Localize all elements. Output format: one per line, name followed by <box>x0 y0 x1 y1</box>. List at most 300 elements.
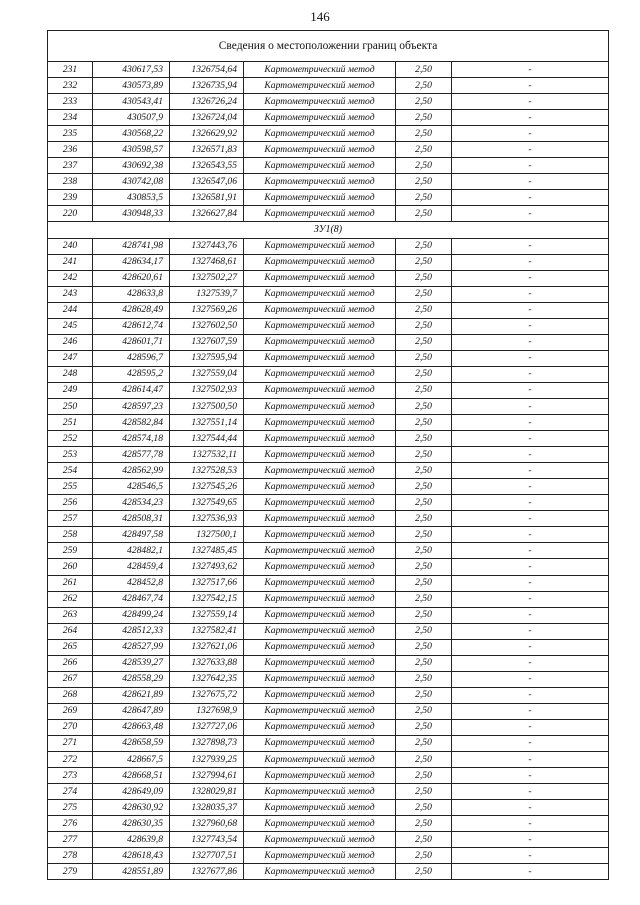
method-cell: Картометрический метод <box>244 190 396 206</box>
x-coordinate-cell: 428512,33 <box>93 623 170 639</box>
accuracy-cell: 2,50 <box>396 110 452 126</box>
x-coordinate-cell: 428649,09 <box>93 784 170 800</box>
method-cell: Картометрический метод <box>244 366 396 382</box>
accuracy-cell: 2,50 <box>396 655 452 671</box>
x-coordinate-cell: 428534,23 <box>93 495 170 511</box>
description-cell: - <box>452 800 609 816</box>
description-cell: - <box>452 479 609 495</box>
method-cell: Картометрический метод <box>244 655 396 671</box>
point-number-cell: 272 <box>48 752 93 768</box>
method-cell: Картометрический метод <box>244 832 396 848</box>
method-cell: Картометрический метод <box>244 94 396 110</box>
method-cell: Картометрический метод <box>244 671 396 687</box>
method-cell: Картометрический метод <box>244 687 396 703</box>
table-row <box>48 398 609 414</box>
point-number-cell: 273 <box>48 768 93 784</box>
point-number-cell: 267 <box>48 671 93 687</box>
y-coordinate-cell: 1327559,14 <box>170 607 244 623</box>
description-cell: - <box>452 591 609 607</box>
y-coordinate-cell: 1326724,04 <box>170 110 244 126</box>
description-cell: - <box>452 832 609 848</box>
table-row <box>48 655 609 671</box>
table-row <box>48 703 609 719</box>
table-row <box>48 126 609 142</box>
table-row <box>48 719 609 735</box>
accuracy-cell: 2,50 <box>396 158 452 174</box>
method-cell: Картометрический метод <box>244 575 396 591</box>
x-coordinate-cell: 428658,59 <box>93 735 170 751</box>
method-cell: Картометрический метод <box>244 142 396 158</box>
method-cell: Картометрический метод <box>244 784 396 800</box>
table-row <box>48 190 609 206</box>
description-cell: - <box>452 318 609 334</box>
accuracy-cell: 2,50 <box>396 735 452 751</box>
table-title-row <box>48 31 609 62</box>
y-coordinate-cell: 1327607,59 <box>170 334 244 350</box>
y-coordinate-cell: 1327559,04 <box>170 366 244 382</box>
accuracy-cell: 2,50 <box>396 142 452 158</box>
point-number-cell: 248 <box>48 366 93 382</box>
table-row <box>48 591 609 607</box>
description-cell: - <box>452 655 609 671</box>
x-coordinate-cell: 428639,8 <box>93 832 170 848</box>
x-coordinate-cell: 430507,9 <box>93 110 170 126</box>
y-coordinate-cell: 1327898,73 <box>170 735 244 751</box>
x-coordinate-cell: 428499,24 <box>93 607 170 623</box>
accuracy-cell: 2,50 <box>396 768 452 784</box>
description-cell: - <box>452 639 609 655</box>
table-row <box>48 575 609 591</box>
accuracy-cell: 2,50 <box>396 206 452 222</box>
description-cell: - <box>452 415 609 431</box>
point-number-cell: 251 <box>48 415 93 431</box>
x-coordinate-cell: 430692,38 <box>93 158 170 174</box>
accuracy-cell: 2,50 <box>396 302 452 318</box>
description-cell: - <box>452 768 609 784</box>
accuracy-cell: 2,50 <box>396 174 452 190</box>
point-number-cell: 275 <box>48 800 93 816</box>
description-cell: - <box>452 575 609 591</box>
method-cell: Картометрический метод <box>244 302 396 318</box>
table-row <box>48 334 609 350</box>
y-coordinate-cell: 1326735,94 <box>170 78 244 94</box>
x-coordinate-cell: 428668,51 <box>93 768 170 784</box>
description-cell: - <box>452 126 609 142</box>
x-coordinate-cell: 428634,17 <box>93 254 170 270</box>
accuracy-cell: 2,50 <box>396 848 452 864</box>
accuracy-cell: 2,50 <box>396 703 452 719</box>
table-row <box>48 158 609 174</box>
method-cell: Картометрический метод <box>244 511 396 527</box>
section-label: ЗУ1(8) <box>48 222 609 238</box>
point-number-cell: 261 <box>48 575 93 591</box>
table-row <box>48 816 609 832</box>
description-cell: - <box>452 366 609 382</box>
table-row <box>48 94 609 110</box>
table-row <box>48 431 609 447</box>
description-cell: - <box>452 784 609 800</box>
point-number-cell: 256 <box>48 495 93 511</box>
accuracy-cell: 2,50 <box>396 254 452 270</box>
table-row <box>48 62 609 78</box>
description-cell: - <box>452 623 609 639</box>
y-coordinate-cell: 1327549,65 <box>170 495 244 511</box>
point-number-cell: 233 <box>48 94 93 110</box>
y-coordinate-cell: 1326629,92 <box>170 126 244 142</box>
description-cell: - <box>452 752 609 768</box>
point-number-cell: 244 <box>48 302 93 318</box>
x-coordinate-cell: 430543,41 <box>93 94 170 110</box>
table-row <box>48 302 609 318</box>
point-number-cell: 257 <box>48 511 93 527</box>
accuracy-cell: 2,50 <box>396 543 452 559</box>
accuracy-cell: 2,50 <box>396 382 452 398</box>
point-number-cell: 243 <box>48 286 93 302</box>
x-coordinate-cell: 428452,8 <box>93 575 170 591</box>
description-cell: - <box>452 334 609 350</box>
y-coordinate-cell: 1327727,06 <box>170 719 244 735</box>
table-row <box>48 768 609 784</box>
x-coordinate-cell: 428562,99 <box>93 463 170 479</box>
description-cell: - <box>452 254 609 270</box>
y-coordinate-cell: 1327493,62 <box>170 559 244 575</box>
y-coordinate-cell: 1327468,61 <box>170 254 244 270</box>
table-row <box>48 800 609 816</box>
description-cell: - <box>452 431 609 447</box>
accuracy-cell: 2,50 <box>396 575 452 591</box>
description-cell: - <box>452 848 609 864</box>
method-cell: Картометрический метод <box>244 848 396 864</box>
point-number-cell: 252 <box>48 431 93 447</box>
method-cell: Картометрический метод <box>244 591 396 607</box>
x-coordinate-cell: 428614,47 <box>93 382 170 398</box>
y-coordinate-cell: 1327545,26 <box>170 479 244 495</box>
point-number-cell: 254 <box>48 463 93 479</box>
accuracy-cell: 2,50 <box>396 623 452 639</box>
method-cell: Картометрический метод <box>244 415 396 431</box>
point-number-cell: 266 <box>48 655 93 671</box>
table-row <box>48 174 609 190</box>
method-cell: Картометрический метод <box>244 479 396 495</box>
page-number: 146 <box>310 9 330 24</box>
table-row <box>48 318 609 334</box>
accuracy-cell: 2,50 <box>396 479 452 495</box>
description-cell: - <box>452 559 609 575</box>
point-number-cell: 271 <box>48 735 93 751</box>
point-number-cell: 274 <box>48 784 93 800</box>
description-cell: - <box>452 382 609 398</box>
description-cell: - <box>452 687 609 703</box>
y-coordinate-cell: 1327532,11 <box>170 447 244 463</box>
table-row <box>48 848 609 864</box>
accuracy-cell: 2,50 <box>396 318 452 334</box>
x-coordinate-cell: 428546,5 <box>93 479 170 495</box>
method-cell: Картометрический метод <box>244 174 396 190</box>
x-coordinate-cell: 428633,8 <box>93 286 170 302</box>
description-cell: - <box>452 238 609 254</box>
point-number-cell: 263 <box>48 607 93 623</box>
point-number-cell: 250 <box>48 398 93 414</box>
accuracy-cell: 2,50 <box>396 671 452 687</box>
point-number-cell: 279 <box>48 864 93 880</box>
y-coordinate-cell: 1327939,25 <box>170 752 244 768</box>
point-number-cell: 258 <box>48 527 93 543</box>
point-number-cell: 237 <box>48 158 93 174</box>
table-row <box>48 832 609 848</box>
x-coordinate-cell: 428663,48 <box>93 719 170 735</box>
table-row <box>48 735 609 751</box>
method-cell: Картометрический метод <box>244 238 396 254</box>
point-number-cell: 238 <box>48 174 93 190</box>
y-coordinate-cell: 1327602,50 <box>170 318 244 334</box>
x-coordinate-cell: 428551,89 <box>93 864 170 880</box>
accuracy-cell: 2,50 <box>396 527 452 543</box>
table-row <box>48 607 609 623</box>
accuracy-cell: 2,50 <box>396 366 452 382</box>
table-row <box>48 78 609 94</box>
accuracy-cell: 2,50 <box>396 350 452 366</box>
method-cell: Картометрический метод <box>244 318 396 334</box>
point-number-cell: 259 <box>48 543 93 559</box>
y-coordinate-cell: 1326571,83 <box>170 142 244 158</box>
x-coordinate-cell: 428459,4 <box>93 559 170 575</box>
accuracy-cell: 2,50 <box>396 800 452 816</box>
table-row <box>48 382 609 398</box>
method-cell: Картометрический метод <box>244 543 396 559</box>
method-cell: Картометрический метод <box>244 398 396 414</box>
table-row <box>48 447 609 463</box>
x-coordinate-cell: 428497,58 <box>93 527 170 543</box>
point-number-cell: 235 <box>48 126 93 142</box>
accuracy-cell: 2,50 <box>396 286 452 302</box>
method-cell: Картометрический метод <box>244 816 396 832</box>
description-cell: - <box>452 206 609 222</box>
description-cell: - <box>452 447 609 463</box>
table-row <box>48 752 609 768</box>
description-cell: - <box>452 174 609 190</box>
table-row <box>48 671 609 687</box>
table-row <box>48 238 609 254</box>
y-coordinate-cell: 1327621,06 <box>170 639 244 655</box>
accuracy-cell: 2,50 <box>396 607 452 623</box>
x-coordinate-cell: 428601,71 <box>93 334 170 350</box>
description-cell: - <box>452 463 609 479</box>
table-row <box>48 864 609 880</box>
y-coordinate-cell: 1327528,53 <box>170 463 244 479</box>
x-coordinate-cell: 428539,27 <box>93 655 170 671</box>
method-cell: Картометрический метод <box>244 559 396 575</box>
point-number-cell: 255 <box>48 479 93 495</box>
y-coordinate-cell: 1326547,06 <box>170 174 244 190</box>
description-cell: - <box>452 94 609 110</box>
x-coordinate-cell: 428612,74 <box>93 318 170 334</box>
method-cell: Картометрический метод <box>244 527 396 543</box>
description-cell: - <box>452 350 609 366</box>
point-number-cell: 220 <box>48 206 93 222</box>
y-coordinate-cell: 1327582,41 <box>170 623 244 639</box>
table-row <box>48 350 609 366</box>
description-cell: - <box>452 398 609 414</box>
method-cell: Картометрический метод <box>244 800 396 816</box>
point-number-cell: 253 <box>48 447 93 463</box>
point-number-cell: 268 <box>48 687 93 703</box>
boundary-coordinates-table <box>47 30 609 880</box>
x-coordinate-cell: 428595,2 <box>93 366 170 382</box>
y-coordinate-cell: 1327633,88 <box>170 655 244 671</box>
accuracy-cell: 2,50 <box>396 463 452 479</box>
point-number-cell: 245 <box>48 318 93 334</box>
x-coordinate-cell: 428508,31 <box>93 511 170 527</box>
table-row <box>48 623 609 639</box>
y-coordinate-cell: 1327960,68 <box>170 816 244 832</box>
description-cell: - <box>452 270 609 286</box>
method-cell: Картометрический метод <box>244 719 396 735</box>
method-cell: Картометрический метод <box>244 126 396 142</box>
y-coordinate-cell: 1327485,45 <box>170 543 244 559</box>
method-cell: Картометрический метод <box>244 62 396 78</box>
x-coordinate-cell: 428596,7 <box>93 350 170 366</box>
method-cell: Картометрический метод <box>244 78 396 94</box>
y-coordinate-cell: 1326754,64 <box>170 62 244 78</box>
point-number-cell: 240 <box>48 238 93 254</box>
method-cell: Картометрический метод <box>244 447 396 463</box>
description-cell: - <box>452 671 609 687</box>
table-row <box>48 270 609 286</box>
description-cell: - <box>452 286 609 302</box>
table-body-group-2 <box>48 238 609 880</box>
point-number-cell: 239 <box>48 190 93 206</box>
method-cell: Картометрический метод <box>244 735 396 751</box>
method-cell: Картометрический метод <box>244 350 396 366</box>
method-cell: Картометрический метод <box>244 334 396 350</box>
y-coordinate-cell: 1327500,1 <box>170 527 244 543</box>
y-coordinate-cell: 1327994,61 <box>170 768 244 784</box>
table-row <box>48 543 609 559</box>
point-number-cell: 264 <box>48 623 93 639</box>
accuracy-cell: 2,50 <box>396 591 452 607</box>
accuracy-cell: 2,50 <box>396 687 452 703</box>
table-row <box>48 366 609 382</box>
description-cell: - <box>452 735 609 751</box>
table-row <box>48 110 609 126</box>
accuracy-cell: 2,50 <box>396 639 452 655</box>
description-cell: - <box>452 527 609 543</box>
point-number-cell: 232 <box>48 78 93 94</box>
y-coordinate-cell: 1327502,27 <box>170 270 244 286</box>
accuracy-cell: 2,50 <box>396 190 452 206</box>
description-cell: - <box>452 302 609 318</box>
accuracy-cell: 2,50 <box>396 78 452 94</box>
description-cell: - <box>452 78 609 94</box>
description-cell: - <box>452 110 609 126</box>
table-row <box>48 415 609 431</box>
y-coordinate-cell: 1326627,84 <box>170 206 244 222</box>
x-coordinate-cell: 430573,89 <box>93 78 170 94</box>
description-cell: - <box>452 190 609 206</box>
accuracy-cell: 2,50 <box>396 719 452 735</box>
accuracy-cell: 2,50 <box>396 447 452 463</box>
point-number-cell: 247 <box>48 350 93 366</box>
point-number-cell: 265 <box>48 639 93 655</box>
accuracy-cell: 2,50 <box>396 334 452 350</box>
x-coordinate-cell: 428467,74 <box>93 591 170 607</box>
accuracy-cell: 2,50 <box>396 752 452 768</box>
y-coordinate-cell: 1327707,51 <box>170 848 244 864</box>
x-coordinate-cell: 428667,5 <box>93 752 170 768</box>
table-row <box>48 286 609 302</box>
x-coordinate-cell: 430742,08 <box>93 174 170 190</box>
point-number-cell: 278 <box>48 848 93 864</box>
table-row <box>48 495 609 511</box>
accuracy-cell: 2,50 <box>396 270 452 286</box>
x-coordinate-cell: 428597,23 <box>93 398 170 414</box>
table-row <box>48 687 609 703</box>
x-coordinate-cell: 428620,61 <box>93 270 170 286</box>
method-cell: Картометрический метод <box>244 639 396 655</box>
table-title: Сведения о местоположении границ объекта <box>48 31 609 62</box>
y-coordinate-cell: 1327675,72 <box>170 687 244 703</box>
description-cell: - <box>452 719 609 735</box>
x-coordinate-cell: 428621,89 <box>93 687 170 703</box>
point-number-cell: 276 <box>48 816 93 832</box>
x-coordinate-cell: 428482,1 <box>93 543 170 559</box>
method-cell: Картометрический метод <box>244 206 396 222</box>
y-coordinate-cell: 1327743,54 <box>170 832 244 848</box>
accuracy-cell: 2,50 <box>396 495 452 511</box>
x-coordinate-cell: 428582,84 <box>93 415 170 431</box>
description-cell: - <box>452 495 609 511</box>
description-cell: - <box>452 543 609 559</box>
point-number-cell: 270 <box>48 719 93 735</box>
point-number-cell: 236 <box>48 142 93 158</box>
point-number-cell: 246 <box>48 334 93 350</box>
method-cell: Картометрический метод <box>244 864 396 880</box>
y-coordinate-cell: 1327502,93 <box>170 382 244 398</box>
point-number-cell: 269 <box>48 703 93 719</box>
x-coordinate-cell: 428618,43 <box>93 848 170 864</box>
x-coordinate-cell: 430598,57 <box>93 142 170 158</box>
x-coordinate-cell: 428574,18 <box>93 431 170 447</box>
table-row <box>48 142 609 158</box>
method-cell: Картометрический метод <box>244 286 396 302</box>
y-coordinate-cell: 1327536,93 <box>170 511 244 527</box>
method-cell: Картометрический метод <box>244 431 396 447</box>
description-cell: - <box>452 816 609 832</box>
description-cell: - <box>452 142 609 158</box>
x-coordinate-cell: 430617,53 <box>93 62 170 78</box>
x-coordinate-cell: 428527,99 <box>93 639 170 655</box>
accuracy-cell: 2,50 <box>396 832 452 848</box>
method-cell: Картометрический метод <box>244 623 396 639</box>
accuracy-cell: 2,50 <box>396 94 452 110</box>
point-number-cell: 277 <box>48 832 93 848</box>
accuracy-cell: 2,50 <box>396 398 452 414</box>
method-cell: Картометрический метод <box>244 382 396 398</box>
section-row-group <box>48 222 609 238</box>
y-coordinate-cell: 1326726,24 <box>170 94 244 110</box>
y-coordinate-cell: 1327544,44 <box>170 431 244 447</box>
table-row <box>48 254 609 270</box>
table-row <box>48 479 609 495</box>
accuracy-cell: 2,50 <box>396 864 452 880</box>
table-row <box>48 511 609 527</box>
accuracy-cell: 2,50 <box>396 559 452 575</box>
boundary-table-container <box>47 30 608 880</box>
description-cell: - <box>452 158 609 174</box>
table-row <box>48 559 609 575</box>
table-row <box>48 206 609 222</box>
y-coordinate-cell: 1327677,86 <box>170 864 244 880</box>
